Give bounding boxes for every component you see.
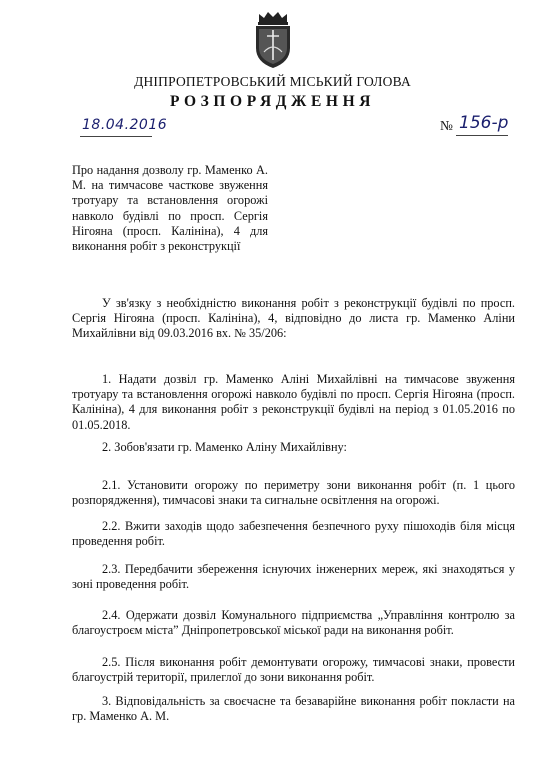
number-label: № — [440, 118, 453, 133]
clause-2-2: 2.2. Вжити заходів щодо забезпечення безпечного руху пішоходів біля місця проведення робіт. — [72, 519, 515, 549]
clause-2-1: 2.1. Установити огорожу по периметру зони виконання робіт (п. 1 цього розпорядження), тимчасові знаки та сигнальне освітлення на огорожі. — [72, 478, 515, 508]
intro-paragraph: У зв'язку з необхідністю виконання робіт з реконструкції будівлі по просп. Сергія Нігояна (просп. Калініна), 4, відповідно до листа гр. Маменко Аліни Михайлівни від 09.03.2016 вх. № 35/206: — [72, 296, 515, 341]
clause-2: 2. Зобов'язати гр. Маменко Аліну Михайлівну: — [102, 440, 347, 454]
issuer-title: ДНІПРОПЕТРОВСЬКИЙ МІСЬКИЙ ГОЛОВА — [134, 74, 411, 89]
clause-1: 1. Надати дозвіл гр. Маменко Аліні Михайлівні на тимчасове звуження тротуару та встановлення огорожі навколо будівлі по просп. Сергія Нігояна (просп. Калініна), 4 для виконання робіт з реконструкції будівлі на період з 01.05.2016 по 01.05.2018. — [72, 372, 515, 432]
clause-3: 3. Відповідальність за своєчасне та безаварійне виконання робіт покласти на гр. Маменко А. М. — [72, 694, 515, 724]
clause-2-4: 2.4. Одержати дозвіл Комунального підприємства „Управління контролю за благоустроєм міста” Дніпропетровської міської ради на виконання робіт. — [72, 608, 515, 638]
number-underline — [456, 135, 508, 136]
document-type-title: РОЗПОРЯДЖЕННЯ — [169, 93, 376, 110]
document-date: 18.04.2016 — [82, 117, 168, 133]
date-underline — [80, 136, 152, 137]
city-coat-of-arms-icon — [250, 8, 296, 70]
clause-2-5: 2.5. Після виконання робіт демонтувати огорожу, тимчасові знаки, провести благоустрій території, прилеглої до зони виконання робіт. — [72, 655, 515, 685]
document-number: 156-р — [459, 113, 509, 133]
clause-2-3: 2.3. Передбачити збереження існуючих інженерних мереж, які знаходяться у зоні проведення робіт. — [72, 562, 515, 592]
document-subject: Про надання дозволу гр. Маменко А. М. на тимчасове часткове звуження тротуару та встановлення огорожі навколо будівлі по просп. Сергія Нігояна (просп. Калініна), 4 для виконання робіт з реконструкції — [72, 163, 268, 254]
